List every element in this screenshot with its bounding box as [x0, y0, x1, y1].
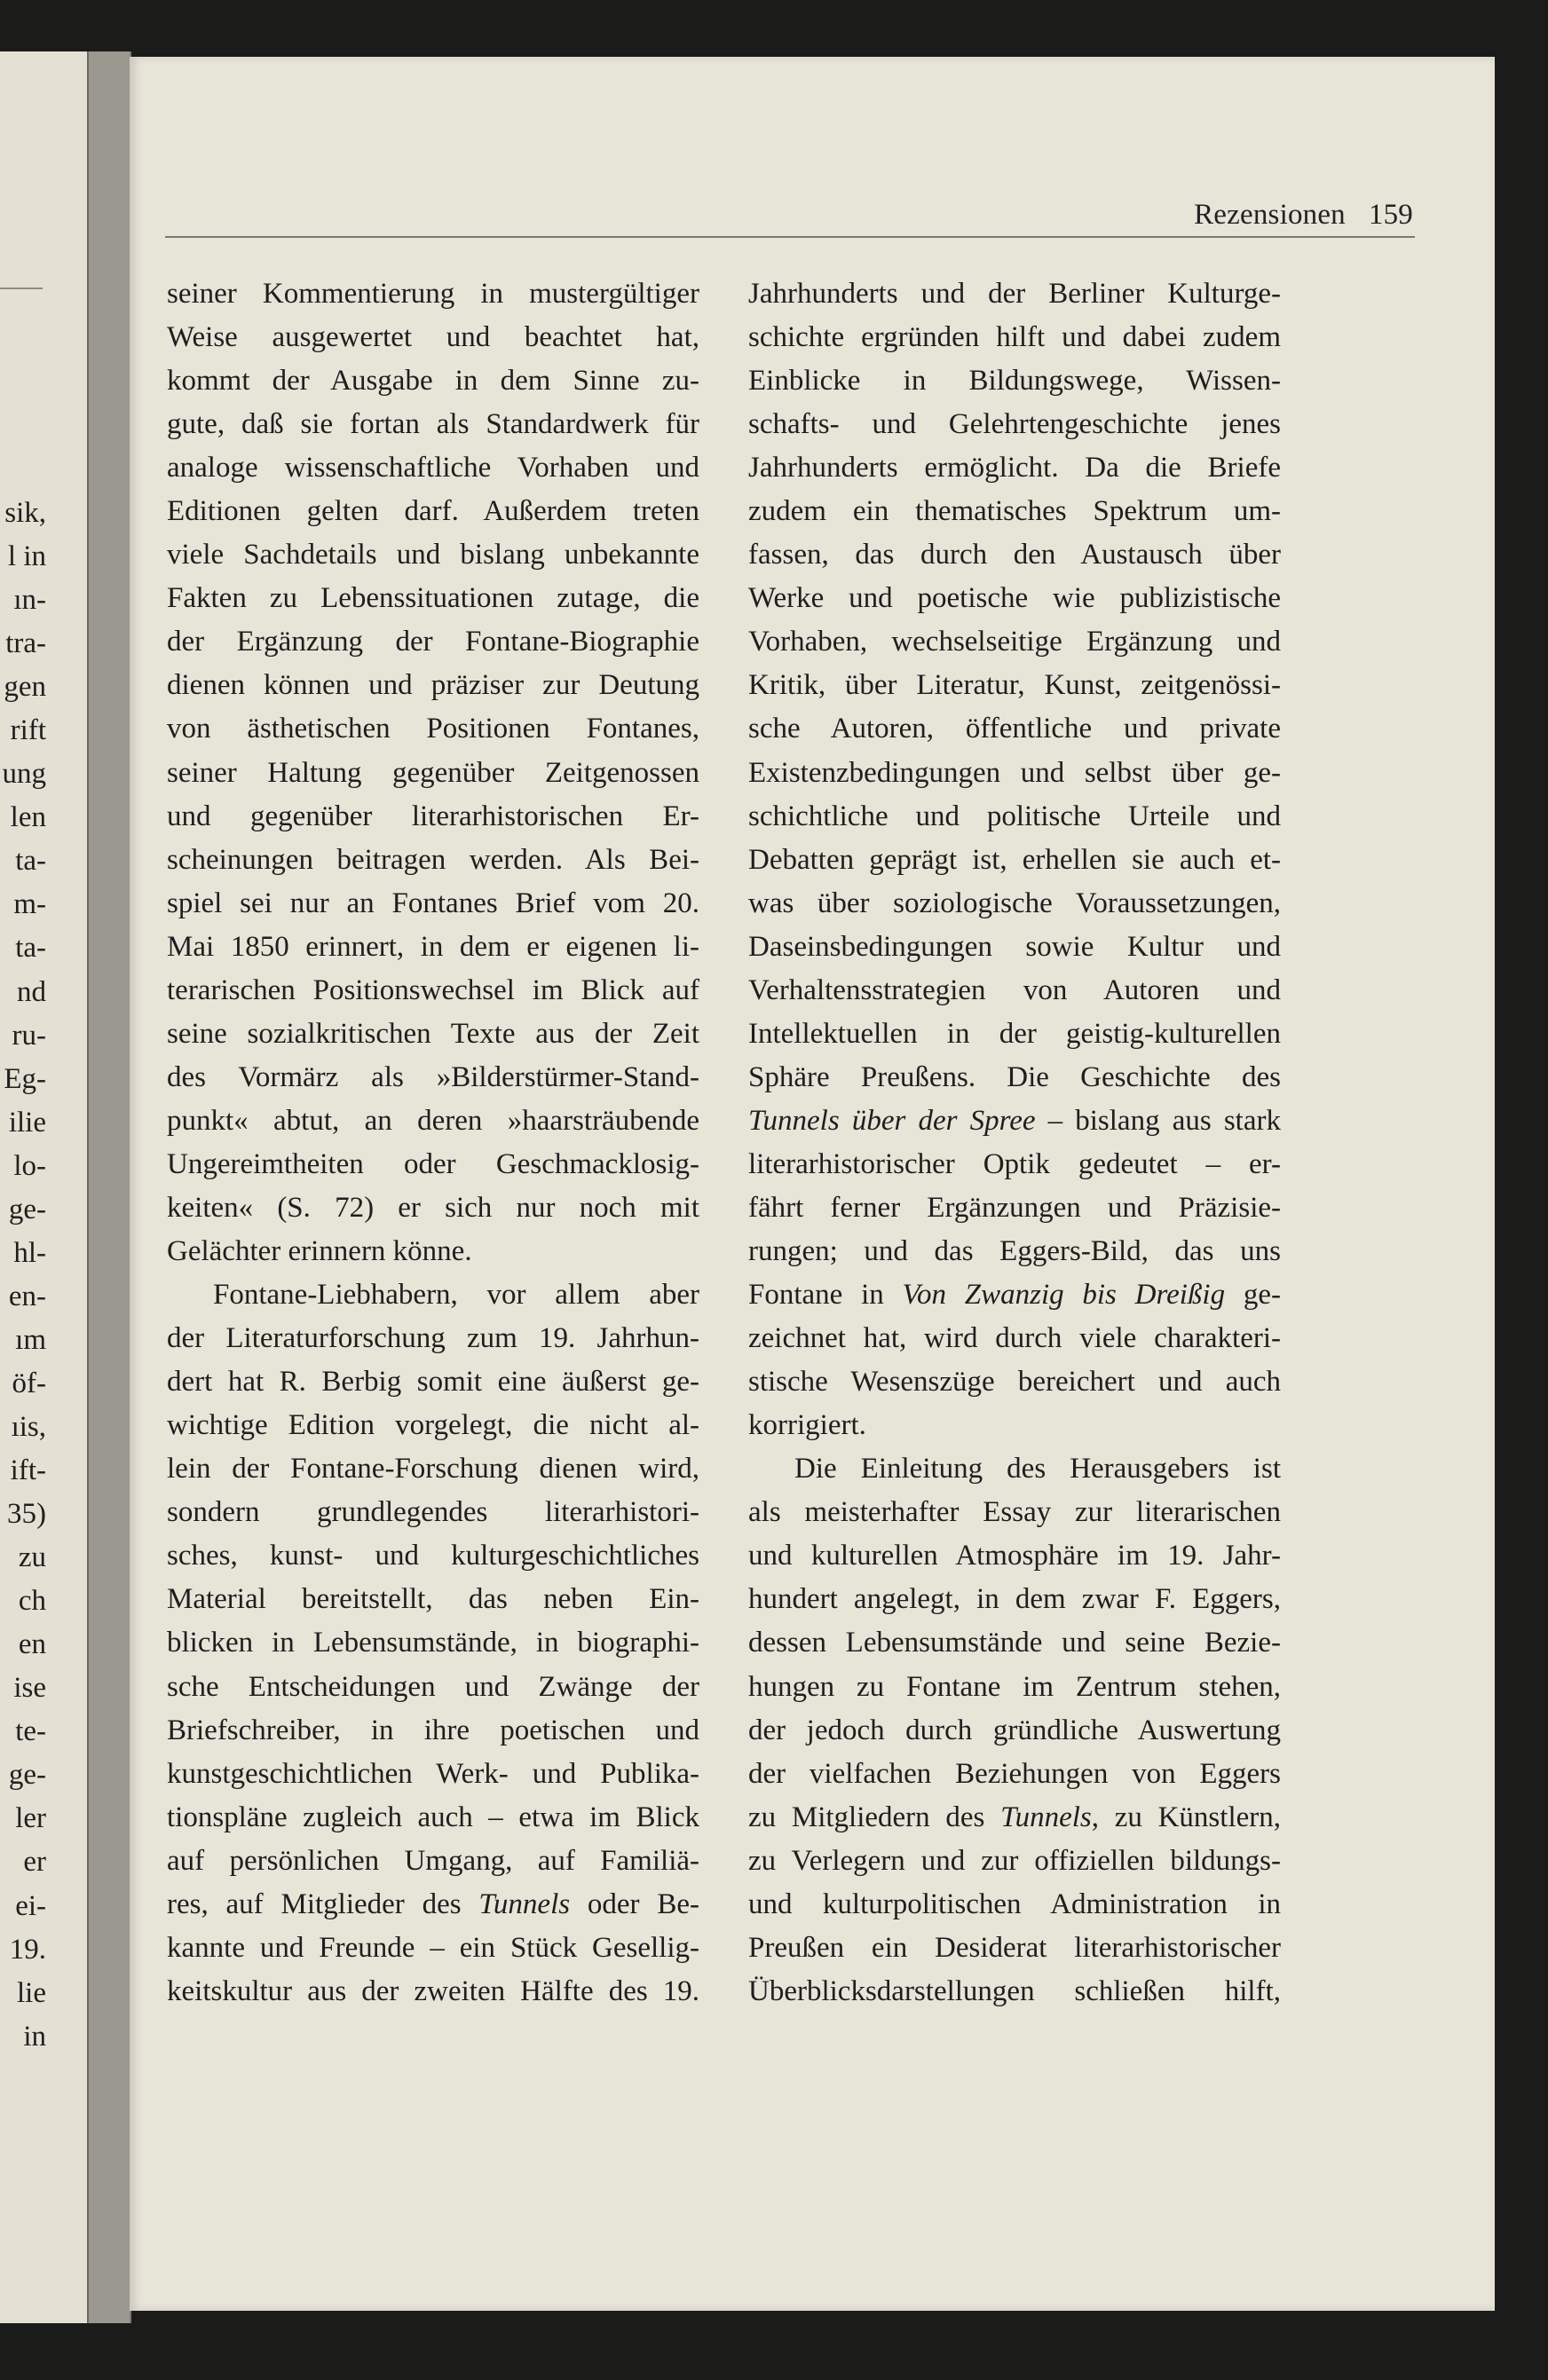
text-line: Daseinsbedingungen sowie Kultur und: [748, 930, 1281, 963]
text-line: seiner Kommentierung in mustergültiger: [167, 278, 699, 310]
text-line: sche Autoren, öffentliche und private: [748, 713, 1281, 745]
text-line: lein der Fontane-Forschung dienen wird,: [167, 1453, 699, 1486]
facing-page-fragment: in: [23, 2020, 46, 2053]
text-line: blicken in Lebensumstände, in biographi-: [167, 1627, 699, 1659]
facing-page-fragment: ilie: [8, 1106, 46, 1139]
book-spine: [87, 51, 131, 2323]
text-line: und kulturellen Atmosphäre im 19. Jahr-: [748, 1540, 1281, 1572]
facing-page-rule: [0, 288, 43, 289]
text-line: zu Verlegern und zur offiziellen bildungs-: [748, 1844, 1281, 1877]
text-line: Vorhaben, wechselseitige Ergänzung und: [748, 626, 1281, 658]
text-line: spiel sei nur an Fontanes Brief vom 20.: [167, 887, 699, 919]
text-line: kannte und Freunde – ein Stück Gesellig-: [167, 1931, 699, 1964]
text-line: gute, daß sie fortan als Standardwerk für: [167, 408, 699, 441]
text-line: und kulturpolitischen Administration in: [748, 1887, 1281, 1920]
text-line: [748, 1099, 1281, 1143]
running-head: [1037, 199, 1413, 264]
text-line: Briefschreiber, in ihre poetischen und: [167, 1714, 699, 1746]
facing-page-fragment: 19.: [9, 1933, 46, 1966]
facing-page-fragment: rift: [10, 714, 46, 747]
text-line: auf persönlichen Umgang, auf Familiä-: [167, 1844, 699, 1877]
facing-page-fragment: ru-: [12, 1019, 46, 1052]
text-line: seiner Haltung gegenüber Zeitgenossen: [167, 756, 699, 789]
facing-page-fragment: ise: [13, 1672, 46, 1705]
text-line: Preußen ein Desiderat literarhistorischer: [748, 1931, 1281, 1964]
right-text-column: [748, 272, 1281, 2014]
facing-page-fragment: ıis,: [11, 1410, 46, 1443]
running-head-title: Rezensionen: [1194, 199, 1346, 231]
facing-page-fragment: zu: [18, 1541, 46, 1574]
text-line: Jahrhunderts und der Berliner Kulturge-: [748, 278, 1281, 310]
text-line: sche Entscheidungen und Zwänge der: [167, 1670, 699, 1703]
text-line: viele Sachdetails und bislang unbekannte: [167, 539, 699, 571]
text-line: Werke und poetische wie publizistische: [748, 582, 1281, 615]
facing-page-fragment: len: [10, 801, 46, 834]
text-line: Die Einleitung des Herausgebers ist: [794, 1453, 1281, 1486]
text-line: Fontane-Liebhabern, vor allem aber: [213, 1279, 699, 1312]
text-line: Mai 1850 erinnert, in dem er eigenen li-: [167, 930, 699, 963]
text-line: Einblicke in Bildungswege, Wissen-: [748, 365, 1281, 398]
text-line: keitskultur aus der zweiten Hälfte des 19.: [167, 1974, 699, 2007]
text-line: dessen Lebensumstände und seine Bezie-: [748, 1627, 1281, 1659]
text-line: Debatten geprägt ist, erhellen sie auch et-: [748, 843, 1281, 876]
text-line: Sphäre Preußens. Die Geschichte des: [748, 1060, 1281, 1093]
text-line: fährt ferner Ergänzungen und Präzisie-: [748, 1191, 1281, 1224]
facing-page-fragment: ler: [15, 1802, 46, 1835]
facing-page-fragment: te-: [15, 1715, 46, 1748]
text-line: stische Wesenszüge bereichert und auch: [748, 1366, 1281, 1399]
facing-page-fragment: ei-: [15, 1889, 46, 1922]
facing-page-fragment: m-: [13, 888, 46, 921]
text-line: zeichnet hat, wird durch viele charakteri-: [748, 1322, 1281, 1355]
facing-page-fragment: gen: [4, 671, 46, 704]
text-run: Fontane in: [748, 1279, 903, 1312]
text-line: was über soziologische Voraussetzungen,: [748, 887, 1281, 919]
facing-page-text-fragments: [3, 492, 47, 2059]
italic-title: Tunnels über der Spree: [748, 1104, 1036, 1137]
text-line: literarhistorischer Optik gedeutet – er-: [748, 1147, 1281, 1180]
text-line: Existenzbedingungen und selbst über ge-: [748, 756, 1281, 789]
facing-page-fragment: ın-: [13, 584, 46, 617]
text-line: der Ergänzung der Fontane-Biographie: [167, 626, 699, 658]
italic-title: Tunnels: [1000, 1801, 1092, 1833]
facing-page-fragment: en-: [8, 1280, 46, 1312]
text-line: terarischen Positionswechsel im Blick auf: [167, 973, 699, 1006]
text-line: dert hat R. Berbig somit eine äußerst ge-: [167, 1366, 699, 1399]
text-line: Weise ausgewertet und beachtet hat,: [167, 321, 699, 354]
facing-page-fragment: ge-: [8, 1193, 46, 1225]
facing-page-fragment: er: [23, 1846, 46, 1879]
text-line: Ungereimtheiten oder Geschmacklosig-: [167, 1147, 699, 1180]
facing-page-fragment: ta-: [15, 845, 46, 878]
facing-page-fragment: lo-: [13, 1149, 46, 1182]
text-line: des Vormärz als »Bilderstürmer-Stand-: [167, 1060, 699, 1093]
facing-page-fragment: 35): [7, 1498, 46, 1531]
text-line: Fakten zu Lebenssituationen zutage, die: [167, 582, 699, 615]
text-line: Verhaltensstrategien von Autoren und: [748, 973, 1281, 1006]
text-line: hungen zu Fontane im Zentrum stehen,: [748, 1670, 1281, 1703]
text-line: der vielfachen Beziehungen von Eggers: [748, 1757, 1281, 1790]
facing-page-edge: [0, 51, 87, 2323]
text-line: keiten« (S. 72) er sich nur noch mit: [167, 1191, 699, 1224]
text-line: als meisterhafter Essay zur literarischen: [748, 1496, 1281, 1529]
text-run: – bislang aus stark: [1035, 1104, 1281, 1137]
italic-title: Von Zwanzig bis Dreißig: [902, 1279, 1226, 1312]
facing-page-fragment: ta-: [15, 932, 46, 965]
text-line: hundert angelegt, in dem zwar F. Eggers,: [748, 1583, 1281, 1616]
text-run: ge-: [1225, 1279, 1281, 1312]
text-line: schafts- und Gelehrtengeschichte jenes: [748, 408, 1281, 441]
text-line: punkt« abtut, an deren »haarsträubende: [167, 1104, 699, 1137]
text-line: korrigiert.: [748, 1409, 866, 1442]
text-line: Jahrhunderts ermöglicht. Da die Briefe: [748, 452, 1281, 485]
text-line: scheinungen beitragen werden. Als Bei-: [167, 843, 699, 876]
italic-title: Tunnels: [478, 1887, 571, 1920]
text-line: sches, kunst- und kulturgeschichtliches: [167, 1540, 699, 1572]
facing-page-fragment: tra-: [5, 627, 46, 660]
book-page: [130, 57, 1495, 2311]
text-run: oder Be-: [570, 1887, 699, 1920]
text-line: seine sozialkritischen Texte aus der Zeit: [167, 1017, 699, 1050]
text-line: Überblicksdarstellungen schließen hilft,: [748, 1974, 1281, 2007]
text-line: sondern grundlegendes literarhistori-: [167, 1496, 699, 1529]
text-line: kommt der Ausgabe in dem Sinne zu-: [167, 365, 699, 398]
text-line: Intellektuellen in der geistig-kulturellen: [748, 1017, 1281, 1050]
facing-page-fragment: ch: [18, 1585, 46, 1618]
text-line: Kritik, über Literatur, Kunst, zeitgenössi-: [748, 669, 1281, 702]
text-line: analoge wissenschaftliche Vorhaben und: [167, 452, 699, 485]
text-line: fassen, das durch den Austausch über: [748, 539, 1281, 571]
text-line: wichtige Edition vorgelegt, die nicht al-: [167, 1409, 699, 1442]
text-line: rungen; und das Eggers-Bild, das uns: [748, 1235, 1281, 1268]
text-line: und gegenüber literarhistorischen Er-: [167, 800, 699, 832]
text-line: von ästhetischen Positionen Fontanes,: [167, 713, 699, 745]
facing-page-fragment: hl-: [13, 1236, 46, 1269]
text-line: [748, 1273, 1281, 1317]
facing-page-fragment: Eg-: [4, 1062, 46, 1095]
text-line: tionspläne zugleich auch – etwa im Blick: [167, 1801, 699, 1833]
facing-page-fragment: l in: [7, 540, 46, 573]
facing-page-fragment: lie: [17, 1976, 46, 2009]
facing-page-fragment: ung: [2, 758, 46, 791]
text-line: [167, 1883, 699, 1927]
text-run: zu Mitgliedern des: [748, 1801, 1001, 1833]
facing-page-fragment: öf-: [12, 1367, 46, 1399]
text-line: der jedoch durch gründliche Auswertung: [748, 1714, 1281, 1746]
left-text-column: [167, 272, 699, 2014]
text-line: [748, 1796, 1281, 1840]
text-line: Material bereitstellt, das neben Ein-: [167, 1583, 699, 1616]
text-line: schichte ergründen hilft und dabei zudem: [748, 321, 1281, 354]
facing-page-fragment: nd: [17, 975, 46, 1008]
header-rule: [165, 236, 1415, 238]
text-line: schichtliche und politische Urteile und: [748, 800, 1281, 832]
page-number: 159: [1368, 199, 1413, 231]
text-line: dienen können und präziser zur Deutung: [167, 669, 699, 702]
text-line: kunstgeschichtlichen Werk- und Publika-: [167, 1757, 699, 1790]
text-run: , zu Künstlern,: [1091, 1801, 1282, 1833]
facing-page-fragment: ift-: [10, 1454, 46, 1487]
text-line: der Literaturforschung zum 19. Jahrhun-: [167, 1322, 699, 1355]
text-run: res, auf Mitglieder des: [167, 1887, 479, 1920]
facing-page-fragment: ım: [15, 1323, 46, 1356]
text-line: Editionen gelten darf. Außerdem treten: [167, 495, 699, 528]
facing-page-fragment: ge-: [8, 1759, 46, 1792]
facing-page-fragment: sik,: [4, 497, 46, 529]
text-line: zudem ein thematisches Spektrum um-: [748, 495, 1281, 528]
text-line: Gelächter erinnern könne.: [167, 1235, 472, 1268]
facing-page-fragment: en: [18, 1628, 46, 1661]
